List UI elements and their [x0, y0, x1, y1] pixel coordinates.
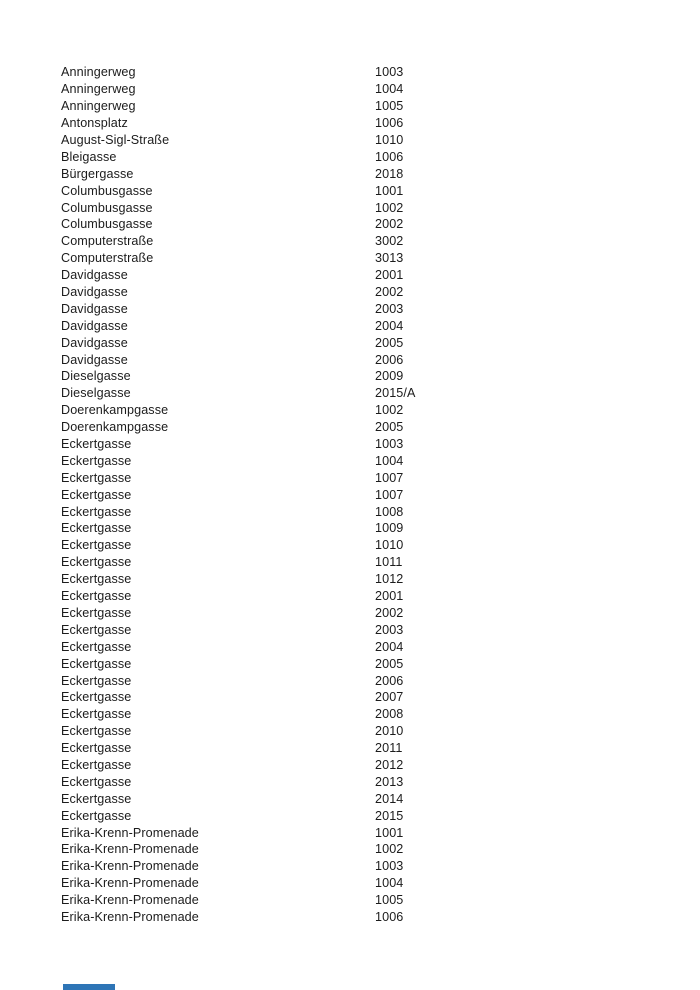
street-code: 2002 [375, 217, 404, 232]
list-item [61, 740, 416, 757]
list-item [61, 250, 416, 267]
list-item [61, 655, 416, 672]
street-code: 1002 [375, 403, 404, 418]
street-name: Eckertgasse [61, 741, 132, 756]
list-item [61, 571, 416, 588]
street-name: Computerstraße [61, 251, 154, 266]
street-name: Eckertgasse [61, 572, 132, 587]
street-code: 2018 [375, 166, 404, 181]
street-name: Eckertgasse [61, 690, 132, 705]
list-item [61, 503, 416, 520]
street-code: 2003 [375, 301, 404, 316]
street-name: Anningerweg [61, 65, 136, 80]
street-code: 2010 [375, 724, 404, 739]
list-item [61, 317, 416, 334]
list-item [61, 621, 416, 638]
list-item [61, 638, 416, 655]
street-name: Doerenkampgasse [61, 420, 169, 435]
street-name: Dieselgasse [61, 386, 131, 401]
street-code: 1004 [375, 876, 404, 891]
list-item [61, 385, 416, 402]
list-item [61, 588, 416, 605]
list-item [61, 115, 416, 132]
street-code: 2011 [375, 741, 403, 756]
street-code: 1002 [375, 200, 404, 215]
street-code: 1005 [375, 99, 404, 114]
list-item [61, 284, 416, 301]
street-name: Anningerweg [61, 99, 136, 114]
street-name: Eckertgasse [61, 504, 132, 519]
list-item [61, 706, 416, 723]
street-name: Doerenkampgasse [61, 403, 169, 418]
street-name: Davidgasse [61, 318, 128, 333]
street-name: Bleigasse [61, 149, 117, 164]
street-code: 1012 [375, 572, 404, 587]
list-item [61, 334, 416, 351]
list-item [61, 757, 416, 774]
street-code: 2006 [375, 352, 404, 367]
street-name: Eckertgasse [61, 605, 132, 620]
street-list [61, 64, 416, 925]
street-name: Eckertgasse [61, 437, 132, 452]
street-name: Eckertgasse [61, 589, 132, 604]
street-name: Davidgasse [61, 301, 128, 316]
next-page-blue-bar [63, 984, 115, 990]
street-name: Columbusgasse [61, 217, 153, 232]
street-name: Eckertgasse [61, 622, 132, 637]
list-item [61, 182, 416, 199]
street-name: Davidgasse [61, 352, 128, 367]
list-item [61, 520, 416, 537]
list-item [61, 537, 416, 554]
street-code: 2001 [375, 268, 404, 283]
street-code: 2013 [375, 774, 404, 789]
list-item [61, 132, 416, 149]
list-item [61, 605, 416, 622]
street-code: 3002 [375, 234, 404, 249]
list-item [61, 909, 416, 926]
street-code: 1004 [375, 453, 404, 468]
list-item [61, 81, 416, 98]
list-item [61, 148, 416, 165]
street-code: 2012 [375, 757, 404, 772]
street-name: Columbusgasse [61, 200, 153, 215]
street-name: Anningerweg [61, 82, 136, 97]
list-item [61, 402, 416, 419]
list-item [61, 199, 416, 216]
street-name: Eckertgasse [61, 656, 132, 671]
street-name: Eckertgasse [61, 724, 132, 739]
street-code: 2005 [375, 335, 404, 350]
street-code: 2015/A [375, 386, 416, 401]
street-name: Eckertgasse [61, 470, 132, 485]
street-code: 1005 [375, 893, 404, 908]
street-code: 1006 [375, 116, 404, 131]
list-item [61, 790, 416, 807]
list-item [61, 841, 416, 858]
street-code: 3013 [375, 251, 404, 266]
street-code: 1010 [375, 133, 404, 147]
list-item [61, 98, 416, 115]
list-item [61, 723, 416, 740]
street-name: Eckertgasse [61, 707, 132, 722]
street-name: August-Sigl-Straße [61, 133, 170, 147]
street-code: 1007 [375, 470, 404, 485]
street-code: 1003 [375, 65, 404, 80]
list-item [61, 807, 416, 824]
list-item [61, 64, 416, 81]
street-name: Eckertgasse [61, 791, 132, 806]
street-name: Eckertgasse [61, 521, 132, 536]
street-name: Eckertgasse [61, 774, 132, 789]
street-name: Erika-Krenn-Promenade [61, 893, 199, 908]
street-code: 2005 [375, 656, 404, 671]
street-name: Eckertgasse [61, 487, 132, 502]
list-item [61, 824, 416, 841]
list-item [61, 689, 416, 706]
list-item [61, 452, 416, 469]
list-item [61, 875, 416, 892]
street-name: Davidgasse [61, 268, 128, 283]
street-name: Bürgergasse [61, 166, 134, 181]
street-name: Eckertgasse [61, 538, 132, 553]
street-name: Erika-Krenn-Promenade [61, 825, 199, 840]
street-name: Dieselgasse [61, 369, 131, 384]
street-code: 1011 [375, 555, 403, 570]
list-item [61, 233, 416, 250]
list-item [61, 469, 416, 486]
street-code: 1004 [375, 82, 404, 97]
street-code: 1003 [375, 437, 404, 452]
street-name: Eckertgasse [61, 453, 132, 468]
street-name: Eckertgasse [61, 808, 132, 823]
street-code: 2004 [375, 639, 404, 654]
list-item [61, 300, 416, 317]
list-item [61, 216, 416, 233]
street-code: 2005 [375, 420, 404, 435]
street-code: 1003 [375, 859, 404, 874]
list-item [61, 267, 416, 284]
street-code: 2007 [375, 690, 404, 705]
street-code: 2008 [375, 707, 404, 722]
street-name: Erika-Krenn-Promenade [61, 876, 199, 891]
street-code: 2002 [375, 605, 404, 620]
street-name: Eckertgasse [61, 555, 132, 570]
list-item [61, 672, 416, 689]
street-code: 2001 [375, 589, 404, 604]
street-code: 1008 [375, 504, 404, 519]
street-code: 1001 [375, 825, 404, 840]
street-name: Eckertgasse [61, 673, 132, 688]
street-code: 2009 [375, 369, 404, 384]
street-name: Davidgasse [61, 335, 128, 350]
street-name: Antonsplatz [61, 116, 128, 131]
street-code: 2002 [375, 285, 404, 300]
list-item [61, 419, 416, 436]
street-name: Columbusgasse [61, 183, 153, 198]
street-name: Erika-Krenn-Promenade [61, 909, 199, 924]
street-code: 2015 [375, 808, 404, 823]
street-code: 1006 [375, 909, 404, 924]
list-item [61, 165, 416, 182]
list-item [61, 368, 416, 385]
list-item [61, 486, 416, 503]
street-name: Computerstraße [61, 234, 154, 249]
street-code: 1009 [375, 521, 404, 536]
list-item [61, 773, 416, 790]
street-code: 2004 [375, 318, 404, 333]
list-item [61, 554, 416, 571]
street-name: Eckertgasse [61, 639, 132, 654]
list-item [61, 351, 416, 368]
street-name: Davidgasse [61, 285, 128, 300]
street-code: 1001 [375, 183, 404, 198]
street-code: 2006 [375, 673, 404, 688]
list-item [61, 858, 416, 875]
street-name: Erika-Krenn-Promenade [61, 859, 199, 874]
street-name: Eckertgasse [61, 757, 132, 772]
street-code: 2003 [375, 622, 404, 637]
street-code: 2014 [375, 791, 404, 806]
street-name: Erika-Krenn-Promenade [61, 842, 199, 857]
list-item [61, 892, 416, 909]
street-code: 1007 [375, 487, 404, 502]
street-code: 1010 [375, 538, 404, 553]
list-item [61, 436, 416, 453]
street-code: 1002 [375, 842, 404, 857]
street-code: 1006 [375, 149, 404, 164]
